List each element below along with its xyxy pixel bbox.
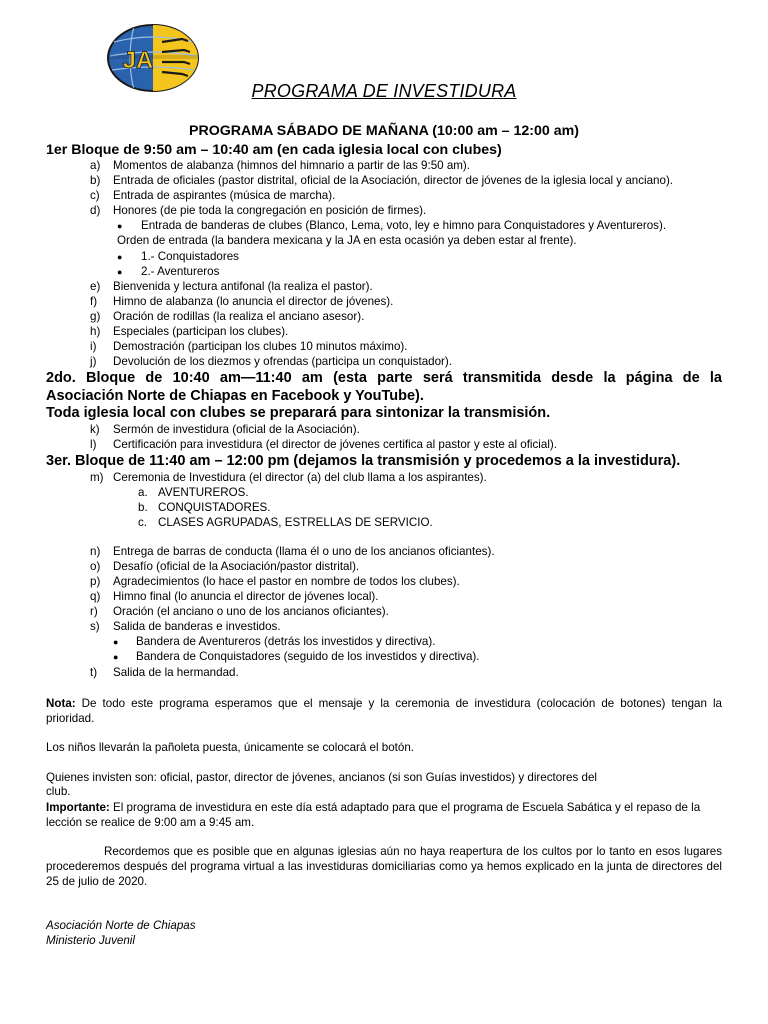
list-text: Entrada de oficiales (pastor distrital, oficial de la Asociación, director de jóvenes de la iglesia local y anciano). [113, 174, 674, 187]
list-text: Himno final (lo anuncia el director de jóvenes local). [113, 590, 379, 603]
block3-heading: 3er. Bloque de 11:40 am – 12:00 pm (dejamos la transmisión y procedemos a la investidura). [46, 453, 681, 469]
list-marker: b) [90, 174, 101, 187]
bullet-icon: ● [117, 252, 123, 262]
recordemos-paragraph: Recordemos que es posible que en algunas iglesias aún no haya reapertura de los cultos por lo tanto en esos lugares procederemos después del programa virtual a las investiduras domiciliarias como ya hemos explicado en la junta de directores del 25 de julio de 2020. [46, 845, 722, 888]
list-text: CONQUISTADORES. [158, 501, 271, 514]
list-text: Himno de alabanza (lo anuncia el director de jóvenes). [113, 295, 394, 308]
list-marker: l) [90, 438, 97, 451]
list-marker: c. [138, 516, 148, 529]
list-text: Bienvenida y lectura antifonal (la realiza el pastor). [113, 280, 373, 293]
list-text: CLASES AGRUPADAS, ESTRELLAS DE SERVICIO. [158, 516, 433, 529]
list-text: Agradecimientos (lo hace el pastor en nombre de todos los clubes). [113, 575, 460, 588]
bullet-text: Entrada de banderas de clubes (Blanco, Lema, voto, ley e himno para Conquistadores y Aventureros). [141, 219, 667, 232]
bullet-text: Bandera de Aventureros (detrás los investidos y directiva). [136, 635, 436, 648]
bullet-icon: ● [117, 267, 123, 277]
list-text: Salida de la hermandad. [113, 666, 239, 679]
list-marker: i) [90, 340, 97, 353]
list-text: Demostración (participan los clubes 10 minutos máximo). [113, 340, 408, 353]
bullet-icon: ● [117, 221, 123, 231]
list-marker: e) [90, 280, 101, 293]
block2-heading-line3: Toda iglesia local con clubes se preparará para sintonizar la transmisión. [46, 405, 551, 421]
list-marker: c) [90, 189, 100, 202]
block2-heading-line2: Asociación Norte de Chiapas en Facebook y YouTube). [46, 388, 424, 404]
list-text: Sermón de investidura (oficial de la Asociación). [113, 423, 360, 436]
list-marker: a) [90, 159, 101, 172]
nota-paragraph [46, 696, 722, 726]
list-marker: o) [90, 560, 101, 573]
list-text: Entrada de aspirantes (música de marcha). [113, 189, 336, 202]
order-note: Orden de entrada (la bandera mexicana y la JA en esta ocasión ya deben estar al frente). [117, 234, 577, 247]
list-text: Oración de rodillas (la realiza el anciano asesor). [113, 310, 365, 323]
bullet-icon: ● [113, 652, 119, 662]
list-text: Ceremonia de Investidura (el director (a) del club llama a los aspirantes). [113, 471, 487, 484]
list-marker: r) [90, 605, 98, 618]
importante-label: Importante: [46, 801, 110, 814]
bullet-text: 2.- Aventureros [141, 265, 220, 278]
list-text: Entrega de barras de conducta (llama él o uno de los ancianos oficiantes). [113, 545, 495, 558]
signature-org: Asociación Norte de Chiapas [46, 919, 196, 932]
quienes-line2: club. [46, 785, 71, 798]
bullet-text: 1.- Conquistadores [141, 250, 239, 263]
list-marker: h) [90, 325, 101, 338]
list-text: Especiales (participan los clubes). [113, 325, 289, 338]
list-marker: d) [90, 204, 101, 217]
program-subtitle: PROGRAMA SÁBADO DE MAÑANA (10:00 am – 12:00 am) [189, 123, 579, 139]
list-marker: j) [90, 355, 97, 368]
list-text: Devolución de los diezmos y ofrendas (participa un conquistador). [113, 355, 452, 368]
importante-paragraph [46, 800, 722, 830]
list-marker: m) [90, 471, 104, 484]
list-marker: k) [90, 423, 100, 436]
list-marker: t) [90, 666, 98, 679]
list-marker: a. [138, 486, 148, 499]
list-text: Certificación para investidura (el director de jóvenes certifica al pastor y este al oficial). [113, 438, 557, 451]
list-marker: s) [90, 620, 100, 633]
list-text: Momentos de alabanza (himnos del himnario a partir de las 9:50 am). [113, 159, 471, 172]
bullet-icon: ● [113, 637, 119, 647]
list-text: Salida de banderas e investidos. [113, 620, 281, 633]
quienes-line1: Quienes invisten son: oficial, pastor, director de jóvenes, ancianos (si son Guías investidos) y directores del [46, 771, 597, 784]
list-marker: q) [90, 590, 101, 603]
block1-heading: 1er Bloque de 9:50 am – 10:40 am (en cada iglesia local con clubes) [46, 142, 502, 158]
logo-text: JA [122, 47, 154, 74]
list-text: Honores (de pie toda la congregación en posición de firmes). [113, 204, 427, 217]
list-marker: b. [138, 501, 148, 514]
nota-text: De todo este programa esperamos que el mensaje y la ceremonia de investidura (colocación de botones) tengan la prioridad. [46, 697, 722, 725]
bullet-text: Bandera de Conquistadores (seguido de los investidos y directiva). [136, 650, 480, 663]
list-marker: p) [90, 575, 101, 588]
list-marker: n) [90, 545, 101, 558]
signature-ministry: Ministerio Juvenil [46, 934, 135, 947]
list-marker: f) [90, 295, 98, 308]
block2-heading-line1: 2do. Bloque de 10:40 am—11:40 am (esta parte será transmitida desde la página de la [46, 370, 722, 386]
list-marker: g) [90, 310, 101, 323]
importante-text: El programa de investidura en este día está adaptado para que el programa de Escuela Sabática y el repaso de la lección se realice de 9:00 am a 9:45 am. [46, 801, 701, 829]
list-text: AVENTUREROS. [158, 486, 249, 499]
list-text: Desafío (oficial de la Asociación/pastor distrital). [113, 560, 360, 573]
page-title: PROGRAMA DE INVESTIDURA [251, 81, 517, 101]
nota-label: Nota: [46, 697, 76, 710]
list-text: Oración (el anciano o uno de los ancianos oficiantes). [113, 605, 389, 618]
ninos-paragraph: Los niños llevarán la pañoleta puesta, únicamente se colocará el botón. [46, 741, 415, 754]
